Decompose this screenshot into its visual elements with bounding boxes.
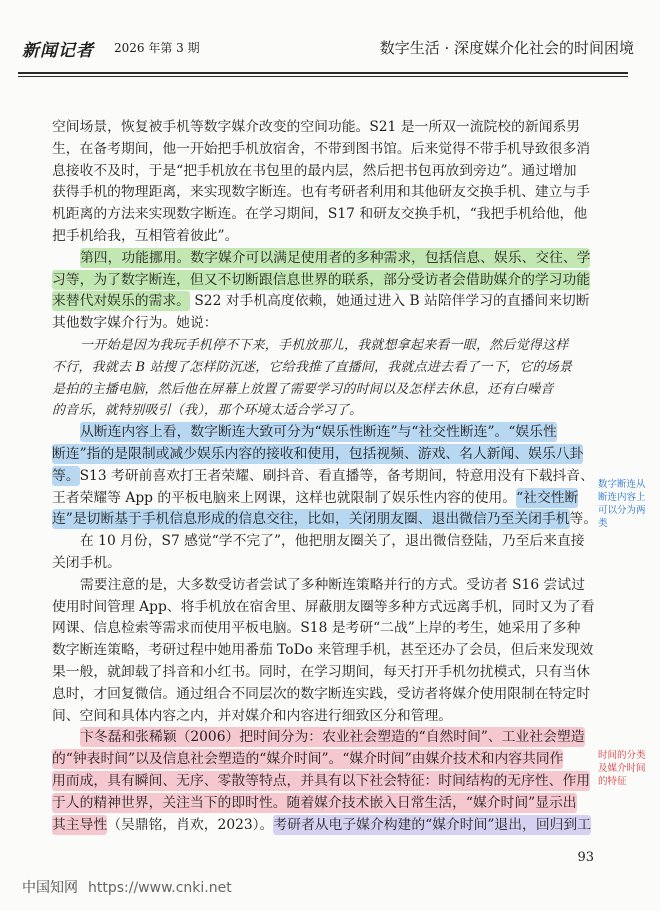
issue-label: 2026 年第 3 期 [114, 41, 200, 55]
highlight-blue: 从断连内容上看，数字断连大致可分为“娱乐性断连”与“社交性断连”。“娱乐性 [80, 424, 557, 441]
highlight-blue: 连”是切断基于手机信息形成的信息交往，比如，关闭朋友圈、退出微信乃至关闭手机 [52, 511, 570, 528]
highlight-blue: “社交性断 [516, 489, 579, 506]
text-line: 需要注意的是，大多数受访者尝试了多种断连策略并行的方式。受访者 S16 尝试过 [80, 576, 585, 593]
margin-note-media-time: 时间的分类 及媒介时间 的特征 [598, 750, 646, 787]
highlight-green: 来替代对娱乐的需求。 [52, 293, 190, 310]
page-header [18, 30, 638, 70]
text-line [52, 248, 600, 270]
quote-line: 不行，我就去 B 站搜了怎样防沉迷，它给我推了直播间，我就点进去看了一下，它的场景 [52, 359, 573, 375]
text-line: 使用时间管理 App、将手机放在宿舍里、屏蔽朋友圈等多种方式远离手机，同时又为了看 [52, 598, 595, 615]
text-line: 连”是切断基于手机信息形成的信息交往，比如，关闭朋友圈、退出微信乃至关闭手机等。 [52, 511, 598, 528]
text-line: 关闭手机。 [52, 554, 121, 571]
text-line: 等。S13 考研前喜欢打王者荣耀、刷抖音、看直播等，备考期间，特意用没有下载抖音、 [52, 467, 594, 484]
text-line [52, 793, 600, 815]
running-title: 数字生活 · 深度媒介化社会的时间困境 [379, 39, 634, 57]
text-line: 间、空间和具体内容之内，并对媒介和内容进行细致区分和管理。 [52, 707, 453, 724]
highlight-pink: 于人的精神世界，关注当下的即时性。随着媒介技术嵌入日常生活，“媒介时间”显示出 [52, 794, 577, 811]
body-text [52, 117, 600, 836]
text-line: 果一般，就卸载了抖音和小红书。同时，在学习期间，每天打开手机勿扰模式，只有当休 [52, 663, 591, 680]
text-line: 获得手机的物理距离，来实现数字断连。也有考研者利用和其他研友交换手机、建立与手 [52, 184, 591, 201]
text-line: 来替代对娱乐的需求。 S22 对手机高度依赖，她通过进入 B 站陪伴学习的直播间来切断 [52, 293, 590, 310]
text-line [52, 270, 600, 292]
watermark-url: https://www.cnki.net [88, 880, 232, 896]
text-line: 其他数字媒介行为。她说： [52, 315, 218, 332]
text-line: 其主导性（吴鼎铭，肖欢，2023）。考研者从电子媒介构建的“媒介时间”退出，回归到工 [52, 816, 592, 833]
highlight-pink: 用而成，具有瞬间、无序、零散等特点，并具有以下社会特征：时间结构的无序性、作用 [52, 772, 591, 789]
quote-line: 一开始是因为我玩手机停不下来，手机放那儿，我就想拿起来看一眼，然后觉得这样 [80, 337, 569, 353]
text-line [52, 444, 600, 466]
text-line: 空间场景，恢复被手机等数字媒介改变的空间功能。S21 是一所双一流院校的新闻系男 [52, 119, 581, 135]
highlight-green: 习等，为了数字断连，但又不切断跟信息世界的联系，部分受访者会借助媒介的学习功能 [52, 271, 591, 288]
text-line: 机距离的方法来实现数字断连。在学习期间，S17 和研友交换手机，“我把手机给他，他 [52, 206, 588, 223]
text-line: 王者荣耀等 App 的平板电脑来上网课，这样也就限制了娱乐性内容的使用。“社交性断 [52, 489, 579, 506]
journal-logo: 新闻记者 [22, 41, 94, 61]
margin-note-disconnection-types: 数字断连从 断连内容上 可以分为两 类 [598, 479, 646, 529]
watermark-source: 中国知网 [22, 880, 78, 896]
quote-line: 的音乐，就特别吸引（我），那个环境太适合学习了。 [52, 403, 363, 419]
page-number: 93 [577, 850, 594, 865]
text-line: 息时，才回复微信。通过组合不同层次的数字断连实践，受访者将媒介使用限制在特定时 [52, 685, 591, 702]
text-line: 息接收不及时，于是“把手机放在书包里的最内层，然后把书包再放到旁边”。通过增加 [52, 162, 577, 179]
text-line [52, 771, 600, 793]
header-rule-thin [18, 76, 628, 77]
text-line: 生，在备考期间，他一开始把手机放宿舍，不带到图书馆。后来觉得不带手机导致很多消 [52, 140, 591, 157]
highlight-pink: 的“钟表时间”以及信息社会塑造的“媒介时间”。“媒介时间”由媒介技术和内容共同作 [52, 751, 564, 768]
highlight-blue: 等。 [52, 467, 80, 484]
highlight-green: 第四，功能挪用。数字媒介可以满足使用者的多种需求，包括信息、娱乐、交往、学 [80, 249, 591, 266]
text-line [52, 727, 600, 749]
text-line: 把手机给我，互相管着彼此”。 [52, 227, 239, 244]
highlight-blue: 断连”指的是限制或减少娱乐内容的接收和使用，包括视频、游戏、名人新闻、娱乐八卦 [52, 445, 584, 462]
text-line: 在 10 月份，S7 感觉“学不完了”，他把朋友圈关了，退出微信登陆，乃至后来直接 [80, 533, 585, 550]
highlight-violet: 考研者从电子媒介构建的“媒介时间”退出，回归到工 [273, 816, 592, 833]
header-rule [18, 72, 628, 74]
text-line [52, 422, 600, 444]
text-line [52, 749, 600, 771]
text-line: 数字断连策略，考研过程中她用番茄 ToDo 来管理手机，甚至还办了会员，但后来发现效 [52, 642, 594, 659]
highlight-pink: 其主导性 [52, 816, 108, 833]
cnki-watermark [22, 877, 232, 897]
highlight-pink: 卞冬磊和张稀颖（2006）把时间分为：农业社会塑造的“自然时间”、工业社会塑造 [80, 729, 585, 746]
text-line: 网课、信息检索等需求而使用平板电脑。S18 是考研“二战”上岸的考生，她采用了多种 [52, 620, 581, 637]
quote-line: 是拍的主播电脑，然后他在屏幕上放置了需要学习的时间以及怎样去休息，还有白噪音 [52, 381, 554, 397]
